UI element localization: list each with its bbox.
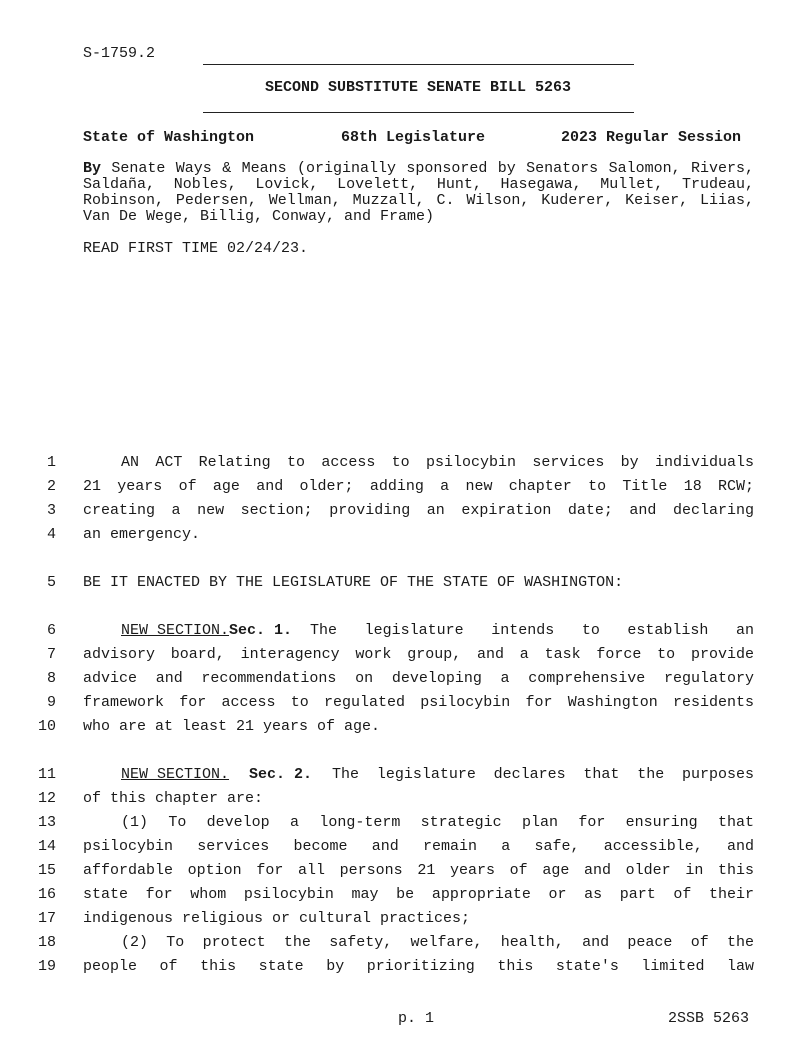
line-number: 13 [37, 814, 56, 831]
line-number: 11 [37, 766, 56, 783]
line-number: 7 [46, 646, 56, 663]
line-number: 15 [37, 862, 56, 879]
line-number: 6 [46, 622, 56, 639]
line-number: 16 [37, 886, 56, 903]
bill-title: SECOND SUBSTITUTE SENATE BILL 5263 [264, 79, 572, 96]
line-number: 10 [37, 718, 56, 735]
line-number: 19 [37, 958, 56, 975]
bill-line: creating a new section; providing an expiration date; and declaring [83, 502, 754, 519]
line-number: 9 [46, 694, 56, 711]
bill-line: framework for access to regulated psilocybin for Washington residents [83, 694, 754, 711]
line-number: 17 [37, 910, 56, 927]
line-number: 4 [46, 526, 56, 543]
line-number: 8 [46, 670, 56, 687]
line-number: 1 [46, 454, 56, 471]
bill-line: The legislature declares that the purposes [332, 766, 754, 783]
bill-line: an emergency. [83, 526, 201, 543]
top-rule [203, 64, 634, 65]
state-name: State of Washington [83, 129, 255, 146]
bottom-rule [203, 112, 634, 113]
line-number: 2 [46, 478, 56, 495]
footer-bill-id: 2SSB 5263 [668, 1010, 750, 1027]
enacting-clause: BE IT ENACTED BY THE LEGISLATURE OF THE STATE OF WASHINGTON: [83, 574, 624, 591]
new-section-label: NEW SECTION. [121, 622, 230, 639]
section-number: Sec. 1. [229, 622, 293, 639]
section-heading [83, 767, 754, 783]
page-number: p. 1 [398, 1010, 435, 1027]
bill-line: 21 years of age and older; adding a new chapter to Title 18 RCW; [83, 478, 754, 495]
bill-line: state for whom psilocybin may be appropriate or as part of their [83, 886, 754, 903]
bill-line: (2) To protect the safety, welfare, health, and peace of the [121, 934, 754, 951]
bill-line: indigenous religious or cultural practices; [83, 910, 471, 927]
bill-line: AN ACT Relating to access to psilocybin services by individuals [121, 454, 754, 471]
line-number: 12 [37, 790, 56, 807]
bill-line: affordable option for all persons 21 years of age and older in this [83, 862, 754, 879]
bill-line: (1) To develop a long-term strategic plan for ensuring that [121, 814, 754, 831]
sponsors-text: Senate Ways & Means (originally sponsored by Senators Salomon, Rivers, Saldaña, Nobles, Lovick, Lovelett, Hunt, Hasegawa, Mullet, Trudeau, Robinson, Pedersen, Wellman, Muzzall, C. Wilson, Kuderer, Keiser, Liias, Van De Wege, Billig, Conway, and Frame) [83, 160, 754, 225]
bill-line: advisory board, interagency work group, and a task force to provide [83, 646, 754, 663]
section-number: Sec. 2. [249, 766, 313, 783]
sponsors-block [83, 161, 754, 225]
line-number: 3 [46, 502, 56, 519]
bill-line: who are at least 21 years of age. [83, 718, 381, 735]
read-first-time: READ FIRST TIME 02/24/23. [83, 240, 309, 257]
line-number: 18 [37, 934, 56, 951]
bill-line: people of this state by prioritizing this state's limited law [83, 958, 754, 975]
bill-line: psilocybin services become and remain a safe, accessible, and [83, 838, 754, 855]
session-name: 2023 Regular Session [561, 129, 742, 146]
new-section-label: NEW SECTION. [121, 766, 230, 783]
bill-line: The legislature intends to establish an [310, 622, 754, 639]
legislature-name: 68th Legislature [341, 129, 486, 146]
bill-line: of this chapter are: [83, 790, 264, 807]
document-id: S-1759.2 [83, 45, 156, 62]
section-heading [83, 623, 754, 639]
bill-line: advice and recommendations on developing a comprehensive regulatory [83, 670, 754, 687]
line-number: 14 [37, 838, 56, 855]
by-label: By [83, 160, 102, 177]
line-number: 5 [46, 574, 56, 591]
